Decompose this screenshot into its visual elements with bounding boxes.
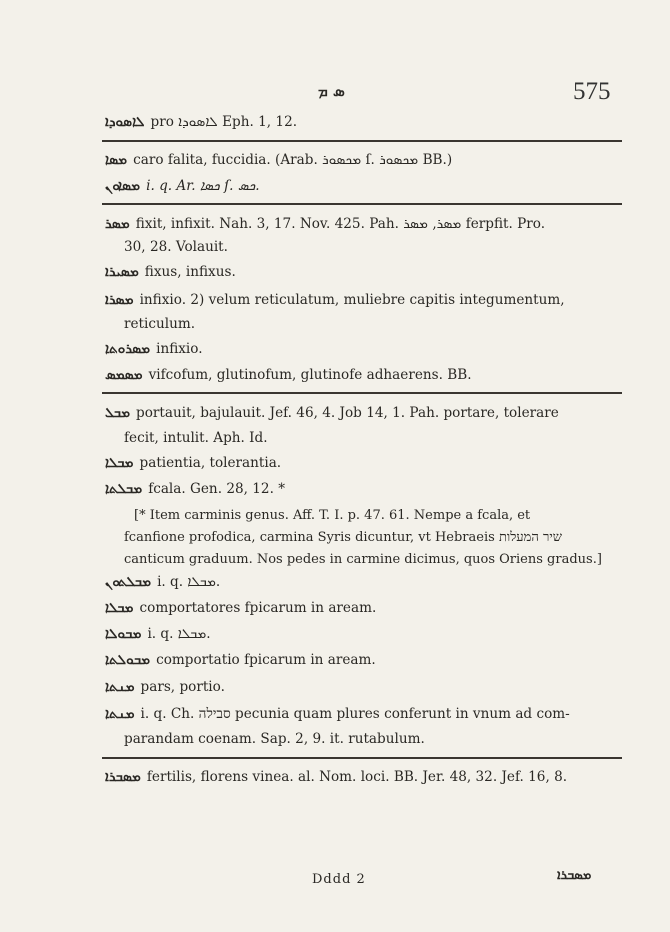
entry-text: portauit, bajulauit. Jef. 46, 4. Job 14, 1. Pah. portare, tolerare: [136, 405, 559, 421]
entry-line: [105, 178, 260, 194]
syriac-headword: ܡܣܪܐ: [105, 292, 134, 308]
entry-line: [105, 292, 565, 308]
syriac-headword: ܡܒܠܬܐ: [105, 481, 143, 497]
syriac-headword: ܡܢܬܐ: [105, 706, 135, 722]
entry-line: [105, 574, 220, 590]
syriac-headword: ܡܒܠ: [105, 405, 131, 421]
syriac-headword: ܡܣܒܪܐ: [105, 769, 141, 785]
entry-continuation: parandam coenam. Sap. 2, 9. it. rutabulum.: [124, 731, 425, 747]
entry-text: fixus, infixus.: [144, 264, 236, 280]
syriac-headword: ܡܣܐ: [105, 152, 128, 168]
syriac-headword: ܡܣܪ: [105, 216, 130, 232]
entry-text: fixit, infixit. Nah. 3, 17. Nov. 425. Pah. ܡܣܪ, ܡܣܪ ferpfit. Pro.: [135, 216, 546, 232]
entry-line: [105, 341, 203, 357]
entry-text: pars, portio.: [140, 679, 225, 695]
entry-line: [105, 679, 225, 695]
running-head-letters: ܣ ܡ: [318, 82, 345, 100]
page-number: 575: [573, 78, 611, 105]
entry-continuation: fecit, intulit. Aph. Id.: [124, 430, 268, 446]
syriac-headword: ܡܢܬܐ: [105, 679, 135, 695]
entry-text: caro falita, fuccidia. (Arab. ܡܟܣܘܪ ſ. ܡܟܣܘܪ BB.): [133, 152, 453, 168]
entry-line: [105, 114, 297, 130]
syriac-headword: ܡܒܘܠܬܐ: [105, 652, 151, 668]
syriac-headword: ܡܒܠܐ: [105, 455, 134, 471]
section-divider: [102, 203, 622, 205]
entry-continuation: reticulum.: [124, 316, 196, 332]
entry-text: infixio. 2) velum reticulatum, muliebre capitis integumentum,: [139, 292, 565, 308]
syriac-headword: ܡܣܐܘܢ: [105, 178, 141, 194]
section-divider: [102, 140, 622, 142]
entry-line: [105, 600, 376, 616]
entry-line: [105, 481, 285, 497]
syriac-headword: ܡܒܠܬܘܢ: [105, 574, 152, 590]
entry-text: patientia, tolerantia.: [139, 455, 282, 471]
entry-text: i. q. ܡܒܠܐ.: [157, 574, 221, 590]
footnote-line: fcanfione profodica, carmina Syris dicuntur, vt Hebraeis שיר המעלות: [124, 530, 562, 545]
syriac-headword: ܡܣܡܣ: [105, 367, 143, 383]
entry-text: i. q. Ch. סבילה pecunia quam plures conferunt in vnum ad com-: [140, 706, 570, 722]
entry-text: fertilis, florens vinea. al. Nom. loci. BB. Jer. 48, 32. Jef. 16, 8.: [146, 769, 568, 785]
entry-text: infixio.: [156, 341, 203, 357]
entry-line: [105, 652, 376, 668]
entry-line: [105, 769, 567, 785]
entry-text: i. q. Ar. ܟܣܐ ſ. ܟܣ.: [146, 178, 260, 194]
syriac-headword: ܡܒܠܐ: [105, 600, 134, 616]
entry-line: [105, 152, 452, 168]
section-divider: [102, 392, 622, 394]
syriac-headword: ܡܣܪܘܬܐ: [105, 341, 151, 357]
entry-line: [105, 626, 211, 642]
catchword: ܡܣܒܪܐ: [557, 868, 592, 883]
entry-line: [105, 367, 472, 383]
entry-line: [105, 455, 281, 471]
section-divider: [102, 757, 622, 759]
entry-line: [105, 706, 570, 722]
syriac-headword: ܠܐܣܘܕܐ: [105, 114, 145, 130]
entry-text: fcala. Gen. 28, 12. *: [148, 481, 286, 497]
signature-mark: Dddd 2: [312, 872, 366, 887]
entry-line: [105, 405, 559, 421]
entry-text: comportatores fpicarum in aream.: [139, 600, 377, 616]
entry-text: vifcofum, glutinofum, glutinofe adhaerens. BB.: [148, 367, 472, 383]
entry-text: pro ܠܐܣܘܕܐ Eph. 1, 12.: [150, 114, 298, 130]
entry-text: i. q. ܡܒܠܐ.: [147, 626, 211, 642]
entry-line: [105, 264, 236, 280]
footnote-line: canticum graduum. Nos pedes in carmine dicimus, quos Oriens gradus.]: [124, 552, 602, 567]
syriac-headword: ܡܒܘܠܐ: [105, 626, 142, 642]
entry-line: [105, 216, 545, 232]
entry-continuation: 30, 28. Volauit.: [124, 239, 228, 255]
syriac-headword: ܡܣܝܪܐ: [105, 264, 139, 280]
entry-text: comportatio fpicarum in aream.: [156, 652, 376, 668]
footnote-line: [* Item carminis genus. Aff. T. I. p. 47. 61. Nempe a fcala, et: [134, 508, 531, 523]
